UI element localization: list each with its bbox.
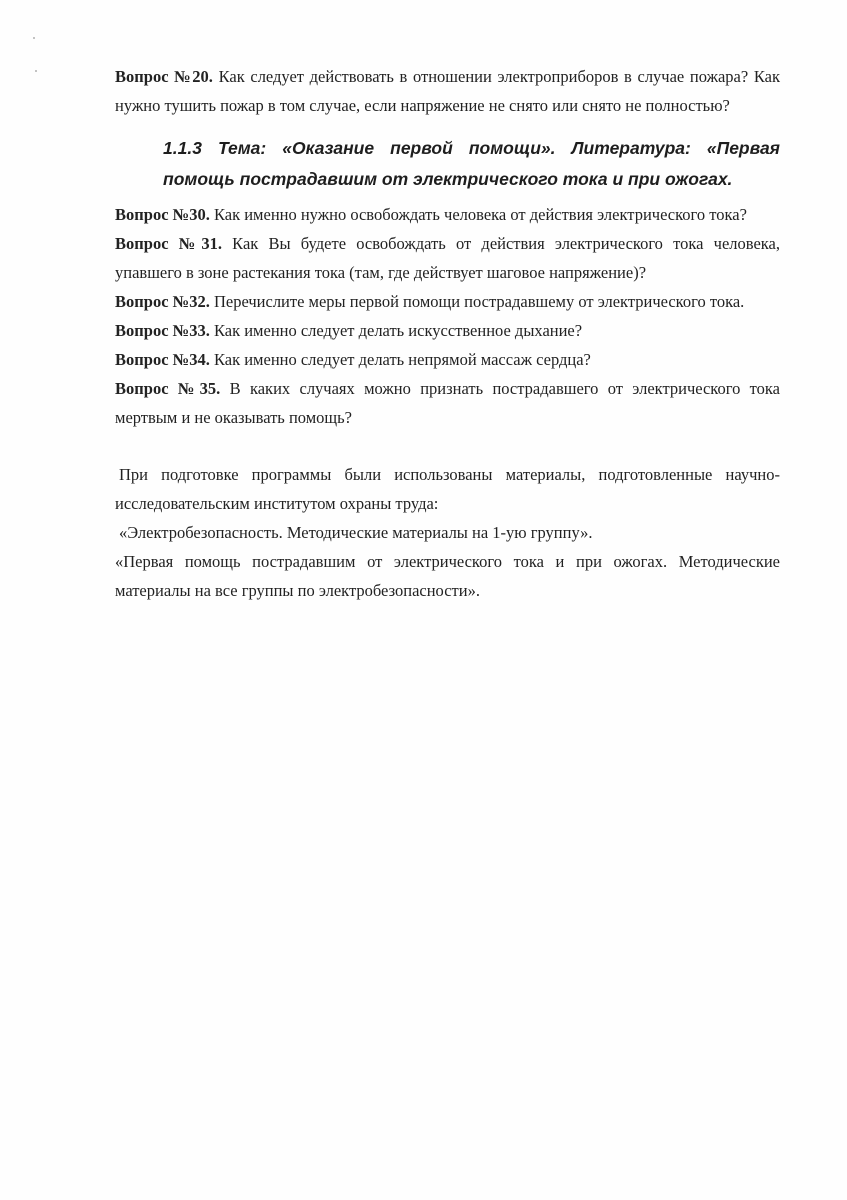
question-text: Как именно нужно освобождать человека от действия электрического тока? [209,205,747,224]
question-text: Перечислите меры первой помощи пострадавшему от электрического тока. [209,292,745,311]
question-label: Вопрос №30. [115,205,210,224]
scan-speck [35,70,37,72]
question-30 [115,200,780,229]
question-label: Вопрос №33. [115,321,210,340]
question-32 [115,287,780,316]
question-label: Вопрос №20. [115,67,213,86]
question-text: Как именно следует делать искусственное дыхание? [209,321,583,340]
question-label: Вопрос №32. [115,292,210,311]
question-33 [115,316,780,345]
question-label: Вопрос №31. [115,234,222,253]
scan-speck [33,37,35,39]
question-34 [115,345,780,374]
source-item: «Первая помощь пострадавшим от электрического тока и при ожогах. Методические материалы на все группы по электробезопасности». [115,552,780,600]
section-heading: 1.1.3 Тема: «Оказание первой помощи». Литература: «Первая помощь пострадавшим от электрического тока и при ожогах. [163,138,780,189]
spacer [115,432,780,460]
question-text: Как следует действовать в отношении электроприборов в случае пожара? Как нужно тушить пожар в том случае, если напряжение не снято или снято не полностью? [115,67,780,115]
question-text: Как Вы будете освобождать от действия электрического тока человека, упавшего в зоне растекания тока (там, где действует шаговое напряжение)? [115,234,780,282]
sources-intro: При подготовке программы были использованы материалы, подготовленные научно-исследовательским институтом охраны труда: [115,465,780,513]
question-text: Как именно следует делать непрямой массаж сердца? [209,350,591,369]
question-35 [115,374,780,432]
question-text: В каких случаях можно признать пострадавшего от электрического тока мертвым и не оказывать помощь? [115,379,781,427]
document-body [115,62,780,605]
question-31 [115,229,780,287]
question-label: Вопрос №34. [115,350,210,369]
question-label: Вопрос №35. [115,379,221,398]
source-item: «Электробезопасность. Методические материалы на 1-ую группу». [119,523,593,542]
question-20 [115,62,780,120]
